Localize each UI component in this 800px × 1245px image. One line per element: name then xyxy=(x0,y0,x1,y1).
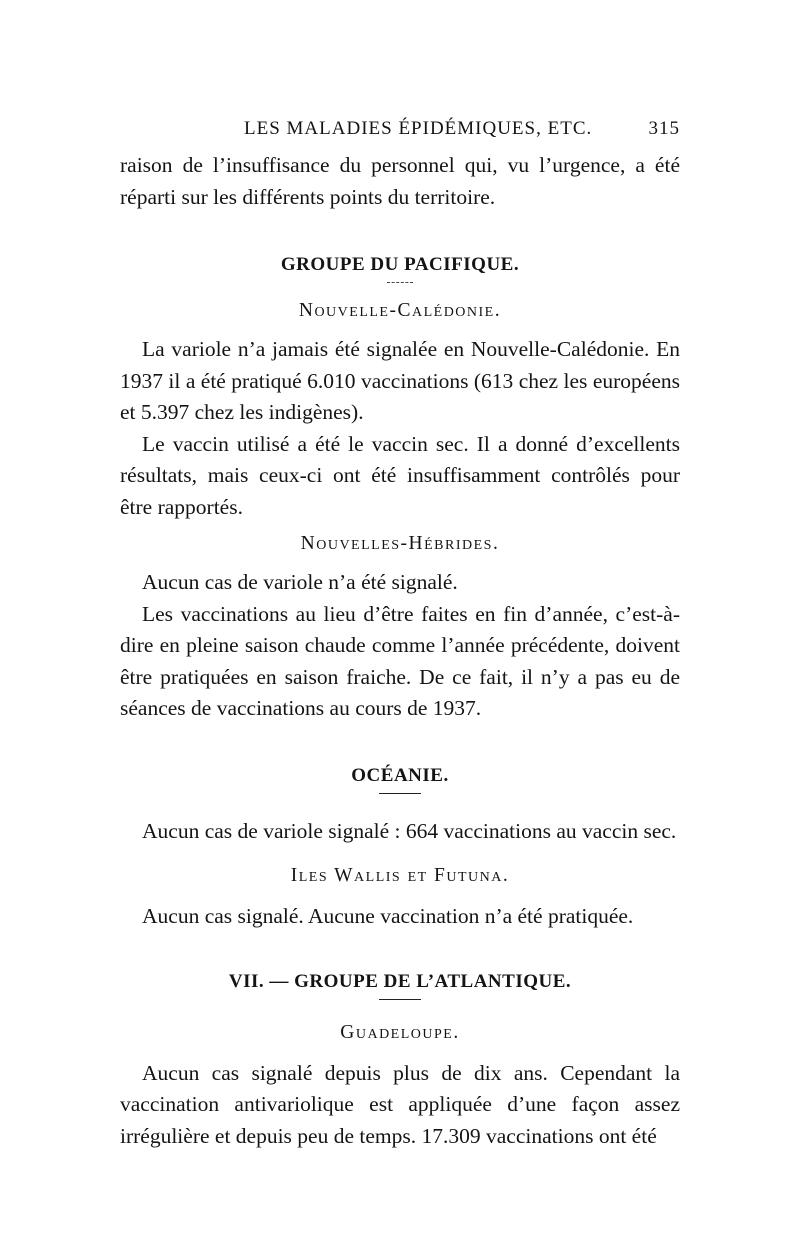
subsection-title-wallis-futuna: Iles Wallis et Futuna. xyxy=(290,865,510,886)
divider xyxy=(379,999,421,1000)
subsection-title-nouvelles-hebrides: Nouvelles-Hébrides. xyxy=(300,533,500,554)
page-number: 315 xyxy=(648,118,680,139)
running-header xyxy=(244,118,680,140)
paragraph: Les vaccinations au lieu d’être faites en fin d’année, c’est-à-dire en pleine saison chaude comme l’année précédente, doivent être pratiquées en saison fraiche. De ce fait, il n’y a pas eu de séances de vaccinations au cours de 1937. xyxy=(120,601,680,720)
paragraph: La variole n’a jamais été signalée en Nouvelle-Calédonie. En 1937 il a été pratiqué 6.010 vaccinations (613 chez les européens et 5.397 chez les indigènes). xyxy=(120,337,680,424)
paragraph: Aucun cas signalé depuis plus de dix ans. Cependant la vaccination antivariolique est appliquée d’une façon assez irrégulière et depuis peu de temps. 17.309 vaccinations ont été xyxy=(120,1060,680,1148)
paragraph: Aucun cas de variole signalé : 664 vaccinations au vaccin sec. xyxy=(142,818,677,843)
paragraph: Le vaccin utilisé a été le vaccin sec. Il a donné d’excellents résultats, mais ceux-ci ont été insuffisamment contrôlés pour être rapportés. xyxy=(120,431,680,519)
section-title-oceanie: OCÉANIE. xyxy=(351,764,449,786)
divider xyxy=(379,793,421,794)
running-title: LES MALADIES ÉPIDÉMIQUES, ETC. xyxy=(244,118,593,139)
page-body xyxy=(120,150,680,1152)
paragraph: Aucun cas de variole n’a été signalé. xyxy=(142,570,458,594)
paragraph: Aucun cas signalé. Aucune vaccination n’a été pratiquée. xyxy=(142,904,634,928)
subsection-title-guadeloupe: Guadeloupe. xyxy=(340,1021,460,1043)
intro-paragraph: raison de l’insuffisance du personnel qui, vu l’urgence, a été réparti sur les différents points du territoire. xyxy=(120,153,680,209)
divider xyxy=(387,282,413,283)
section-title-atlantique: VII. — GROUPE DE L’ATLANTIQUE. xyxy=(228,970,572,992)
subsection-title-nouvelle-caledonie: Nouvelle-Calédonie. xyxy=(298,300,502,321)
section-title-pacifique: GROUPE DU PACIFIQUE. xyxy=(280,254,520,275)
